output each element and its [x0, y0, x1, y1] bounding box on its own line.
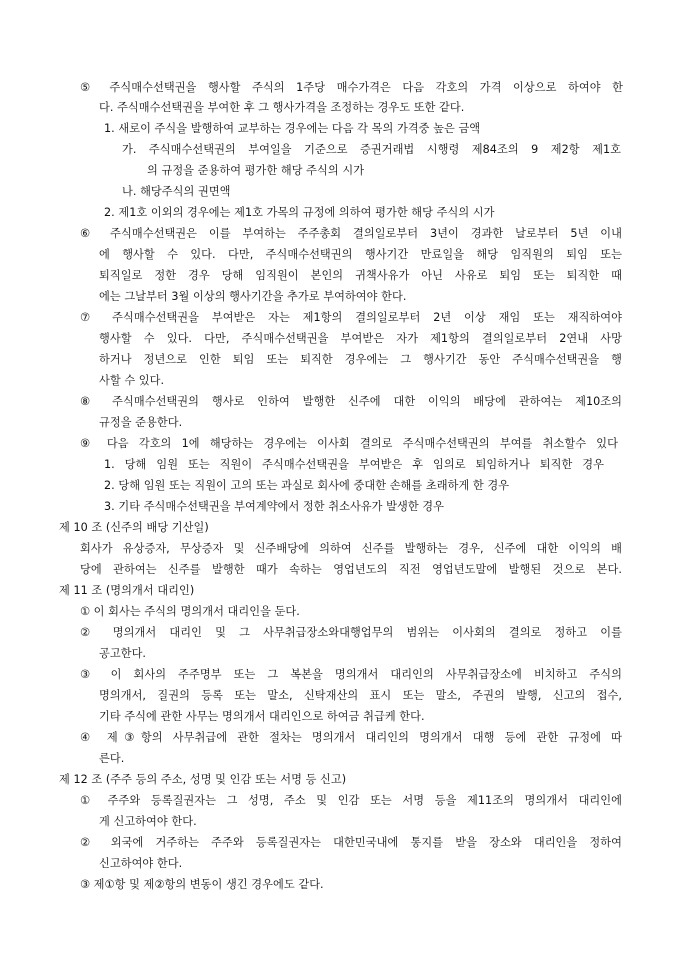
text-line: 명의개서, 질권의 등록 또는 말소, 신탁재산의 표시 또는 말소, 주권의 발행, 신고의 접수, — [99, 689, 622, 702]
text-line: 공고한다. — [99, 647, 147, 660]
text-line: 당에 관하여는 신주를 발행한 때가 속하는 영업년도의 직전 영업년도말에 발행된 것으로 본다. — [80, 563, 622, 576]
text-line: ① 주주와 등록질권자는 그 성명, 주소 및 인감 또는 서명 등을 제11조의 명의개서 대리인에 — [80, 794, 622, 807]
text-line: 1. 새로이 주식을 발행하여 교부하는 경우에는 다음 각 목의 가격중 높은 금액 — [104, 122, 481, 135]
text-line: ④ 제③항의 사무취급에 관한 절차는 명의개서 대리인의 명의개서 대행 등에 관한 규정에 따 — [80, 731, 622, 744]
text-line: ③ 이 회사의 주주명부 또는 그 복본을 명의개서 대리인의 사무취급장소에 비치하고 주식의 — [80, 668, 622, 681]
text-line: 신고하여야 한다. — [99, 857, 183, 870]
text-line: 퇴직일로 정한 경우 당해 임직원이 본인의 귀책사유가 아닌 사유로 퇴임 또는 퇴직한 때 — [99, 269, 622, 282]
text-line: ① 이 회사는 주식의 명의개서 대리인을 둔다. — [80, 605, 300, 618]
text-line: 3. 기타 주식매수선택권을 부여계약에서 정한 취소사유가 발생한 경우 — [104, 500, 445, 513]
text-line: 른다. — [99, 752, 125, 765]
text-line: 1. 당해 임원 또는 직원이 주식매수선택권을 부여받은 후 임의로 퇴임하거나 퇴직한 경우 — [104, 458, 604, 471]
text-line: ⑧ 주식매수선택권의 행사로 인하여 발행한 신주에 대한 이익의 배당에 관하여는 제10조의 — [80, 395, 622, 408]
text-line: 에 행사할 수 있다. 다만, 주식매수선택권의 행사기간 만료일을 해당 임직원의 퇴임 또는 — [99, 248, 622, 261]
article-heading: 제 12 조 (주주 등의 주소, 성명 및 인감 또는 서명 등 신고) — [59, 773, 347, 786]
article-heading: 제 11 조 (명의개서 대리인) — [59, 584, 195, 597]
text-line: 2. 당해 임원 또는 직원이 고의 또는 과실로 회사에 중대한 손해를 초래하게 한 경우 — [104, 479, 510, 492]
text-line: 하거나 정년으로 인한 퇴임 또는 퇴직한 경우에는 그 행사기간 동안 주식매수선택권을 행 — [99, 353, 622, 366]
text-line: ② 명의개서 대리인 및 그 사무취급장소와대행업무의 범위는 이사회의 결의로 정하고 이를 — [80, 626, 622, 639]
article-heading: 제 10 조 (신주의 배당 기산일) — [59, 521, 209, 534]
text-line: ⑥ 주식매수선택권은 이를 부여하는 주주총회 결의일로부터 3년이 경과한 날로부터 5년 이내 — [80, 227, 622, 240]
text-line: 나. 해당주식의 권면액 — [122, 185, 231, 198]
text-line: 규정을 준용한다. — [99, 416, 183, 429]
text-line: ③ 제①항 및 제②항의 변동이 생긴 경우에도 같다. — [80, 878, 324, 891]
text-line: 회사가 유상증자, 무상증자 및 신주배당에 의하여 신주를 발행하는 경우, 신주에 대한 이익의 배 — [80, 542, 622, 555]
text-line: 행사할 수 있다. 다만, 주식매수선택권을 부여받은 자가 제1항의 결의일로부터 2연내 사망 — [99, 332, 622, 345]
text-line: 의 규정을 준용하여 평가한 해당 주식의 시가 — [147, 164, 365, 177]
text-line: 에는 그날부터 3월 이상의 행사기간을 추가로 부여하여야 한다. — [99, 290, 407, 303]
text-line: 기타 주식에 관한 사무는 명의개서 대리인으로 하여금 취급케 한다. — [99, 710, 425, 723]
text-line: ⑤ 주식매수선택권을 행사할 주식의 1주당 매수가격은 다음 각호의 가격 이상으로 하여야 한 — [80, 81, 623, 94]
text-line: ② 외국에 거주하는 주주와 등록질권자는 대한민국내에 통지를 받을 장소와 대리인을 정하여 — [80, 836, 622, 849]
text-line: 가. 주식매수선택권의 부여일을 기준으로 증권거래법 시행령 제84조의 9 제2항 제1호 — [122, 143, 621, 156]
text-line: 사할 수 있다. — [99, 374, 165, 387]
text-line: ⑨ 다음 각호의 1에 해당하는 경우에는 이사회 결의로 주식매수선택권의 부여를 취소할수 있다 — [80, 437, 618, 450]
text-line: ⑦ 주식매수선택권을 부여받은 자는 제1항의 결의일로부터 2년 이상 재임 또는 재직하여야 — [80, 311, 622, 324]
text-line: 다. 주식매수선택권을 부여한 후 그 행사가격을 조정하는 경우도 또한 같다. — [99, 101, 465, 114]
text-line: 게 신고하여야 한다. — [99, 815, 197, 828]
text-line: 2. 제1호 이외의 경우에는 제1호 가목의 규정에 의하여 평가한 해당 주식의 시가 — [104, 206, 495, 219]
